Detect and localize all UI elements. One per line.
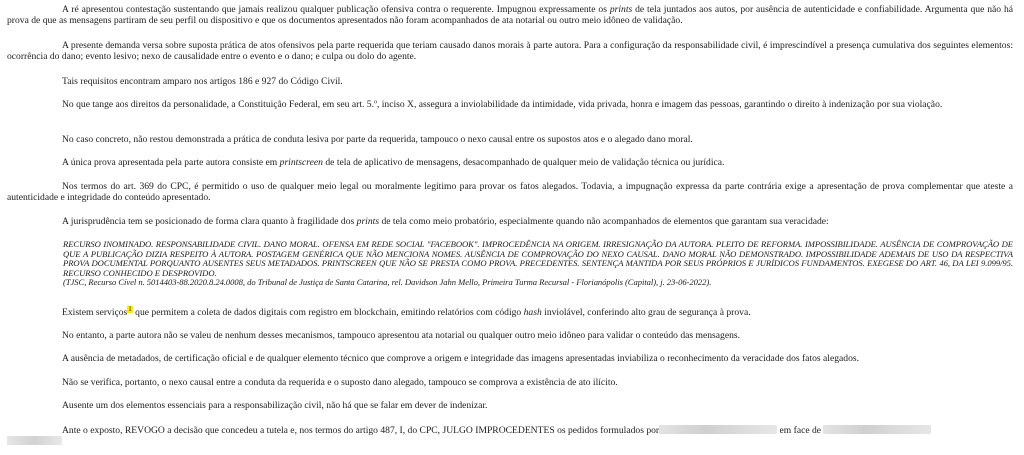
emphasis-hash: hash — [523, 307, 542, 318]
jurisprudence-quote — [63, 240, 1013, 288]
paragraph-no-mechanism: No entanto, a parte autora não se valeu de nenhum desses mecanismos, tampouco apresentou ata notarial ou qualquer outro meio idôneo para validar o conteúdo das mensagens. — [62, 330, 741, 341]
redacted-defendant-name — [823, 425, 931, 434]
emphasis-prints: prints — [609, 4, 633, 15]
paragraph-demand: A presente demanda versa sobre suposta prática de atos ofensivos pela parte requerida que teriam causado danos morais à parte autora. Para a configuração da responsabilidade civil, é imprescindível a presença cumulativa dos seguintes elementos: ocorrência do dano; evento lesivo; nexo de causalidade entre o evento e o dano; e culpa ou dolo do agente. — [7, 40, 1013, 62]
paragraph-contestation: A ré apresentou contestação sustentando que jamais realizou qualquer publicação ofensiva contra o requerente. Impugnou expressamente os prints de tela juntados aos autos, por ausência de autenticidade e confiabilidade. Argumenta que não há prova de que as mensagens partiram de seu perfil ou dispositivo e que os documentos apresentados não foram acompanhados de ata notarial ou outro meio idôneo de validação. — [7, 4, 1013, 26]
paragraph-concrete-case: No caso concreto, não restou demonstrada a prática de conduta lesiva por parte da requerida, tampouco o nexo causal entre os supostos atos e o alegado dano moral. — [62, 134, 693, 145]
paragraph-no-metadata: A ausência de metadados, de certificação oficial e de qualquer elemento técnico que comprove a origem e integridade das imagens apresentadas inviabiliza o reconhecimento da veracidade dos fatos alegados. — [62, 353, 860, 364]
paragraph-no-causal-link: Não se verifica, portanto, o nexo causal entre a conduta da requerida e o suposto dano alegado, tampouco se comprova a existência de ato ilícito. — [62, 377, 618, 388]
redacted-plaintiff-name — [659, 425, 777, 434]
redacted-continuation — [7, 436, 62, 445]
paragraph-jurisprudence: A jurisprudência tem se posicionado de forma clara quanto à fragilidade dos prints de tela como meio probatório, especialmente quando não acompanhados de elementos que garantam sua veracidade: — [62, 216, 829, 227]
paragraph-only-evidence: A única prova apresentada pela parte autora consiste em printscreen de tela de aplicativo de mensagens, desacompanhado de qualquer meio de validação técnica ou jurídica. — [62, 157, 725, 168]
emphasis-printscreen: printscreen — [279, 157, 323, 168]
paragraph-personality-rights: No que tange aos direitos da personalidade, a Constituição Federal, em seu art. 5.º, inciso X, assegura a inviolabilidade da intimidade, vida privada, honra e imagem das pessoas, garantindo o direito à indenização por sua violação. — [62, 99, 943, 110]
paragraph-no-indemnity: Ausente um dos elementos essenciais para a responsabilização civil, não há que se falar em dever de indenizar. — [62, 400, 488, 411]
quote-reference: (TJSC, Recurso Cível n. 5014403-88.2020.8.24.0008, do Tribunal de Justiça de Santa Catarina, rel. Davidson Jahn Mello, Primeira Turma Recursal - Florianópolis (Capital), j. 23-06-2022). — [63, 277, 712, 288]
paragraph-cpc-369: Nos termos do art. 369 do CPC, é permitido o uso de qualquer meio legal ou moralmente legítimo para provar os fatos alegados. Todavia, a impugnação expressa da parte contrária exige a apresentação de prova complementar que ateste a autenticidade e integridade do conteúdo apresentado. — [7, 181, 1013, 203]
paragraph-blockchain-services: Existem serviços1 que permitem a coleta de dados digitais com registro em blockchain, emitindo relatórios com código hash inviolável, conferindo alto grau de segurança à prova. — [62, 305, 751, 318]
paragraph-requirements: Tais requisitos encontram amparo nos artigos 186 e 927 do Código Civil. — [62, 76, 343, 87]
paragraph-decision: Ante o exposto, REVOGO a decisão que concedeu a tutela e, nos termos do artigo 487, I, do CPC, JULGO IMPROCEDENTES os pedidos formulados por em face de — [7, 425, 1013, 437]
footnote-marker[interactable]: 1 — [128, 305, 132, 313]
quote-text: RECURSO INOMINADO. RESPONSABILIDADE CIVIL. DANO MORAL. OFENSA EM REDE SOCIAL "FACEBOOK". IMPROCEDÊNCIA NA ORIGEM. IRRESIGNAÇÃO DA AUTORA. PLEITO DE REFORMA. IMPOSSIBILIDADE. AUSÊNCIA DE COMPROVAÇÃO DE QUE A PUBLICAÇÃO DIZIA RESPEITO À AUTORA. POSTAGEM GENÉRICA QUE NÃO MENCIONA NOMES. AUSÊNCIA DE COMPROVAÇÃO DO NEXO CAUSAL. DANO MORAL NÃO DEMONSTRADO. IMPOSSIBILIDADE ADEMAIS DE USO DA RESPECTIVA PROVA DOCUMENTAL PORQUANTO AUSENTES SEUS METADADOS. PRINTSCREEN QUE NÃO SE PRESTA COMO PROVA. PRECEDENTES. SENTENÇA MANTIDA POR SEUS PRÓPRIOS E JURÍDICOS FUNDAMENTOS. EXEGESE DO ART. 46, DA LEI 9.099/95. RECURSO CONHECIDO E DESPROVIDO. — [63, 239, 1013, 278]
emphasis-prints-2: prints — [356, 216, 380, 227]
